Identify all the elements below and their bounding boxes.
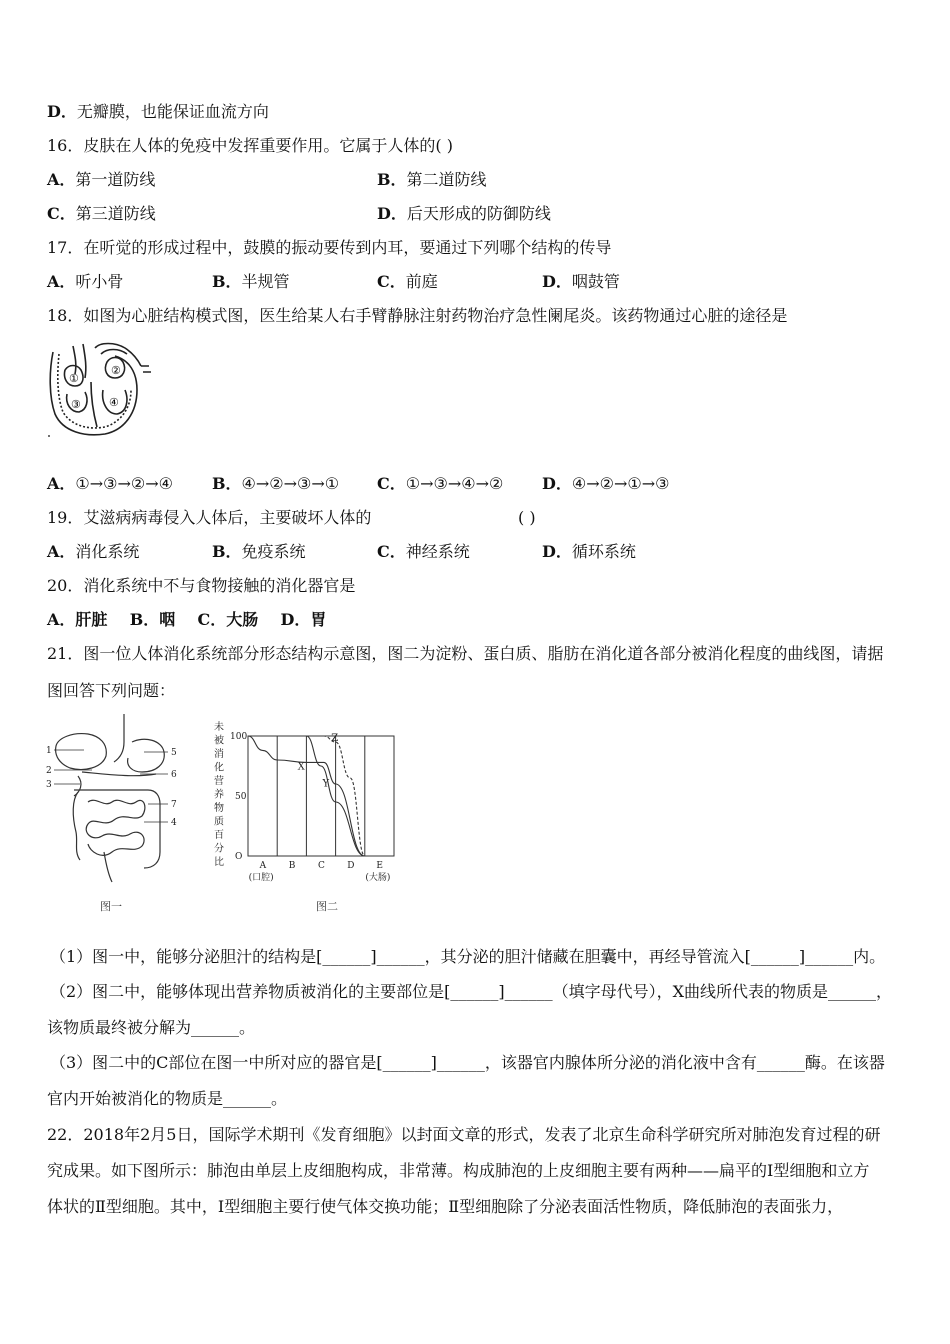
series-label-y: Y — [322, 778, 330, 790]
option-text: 循环系统 — [571, 542, 636, 561]
y-tick-label: O — [235, 852, 243, 862]
q16-option-b — [377, 170, 487, 190]
q15-option-d — [47, 102, 269, 122]
fig1-label-5: 5 — [171, 748, 177, 758]
option-text: 咽鼓管 — [571, 272, 620, 291]
liver — [56, 734, 107, 770]
y-axis-label-char: 消 — [214, 749, 224, 760]
option-label: D． — [47, 102, 77, 121]
x-tick-label: E — [376, 861, 383, 871]
q21-stem-line1: 21．图一位人体消化系统部分形态结构示意图，图二为淀粉、蛋白质、脂肪在消化道各部分被消化程度的曲线图，请据 — [47, 644, 884, 663]
x-tick-label: A — [259, 861, 267, 871]
septum — [91, 382, 97, 427]
option-label: D． — [542, 542, 572, 561]
q17-option-d — [542, 272, 620, 292]
q21-sub3-line2: 官内开始被消化的物质是______。 — [47, 1089, 288, 1108]
q17-option-a — [47, 272, 123, 292]
y-axis-label-char: 物 — [214, 803, 224, 814]
x-sub-label-right: (大肠) — [365, 873, 391, 883]
y-axis-label-char: 养 — [214, 789, 224, 801]
y-axis-label-char: 分 — [214, 843, 224, 855]
option-text: 前庭 — [405, 272, 438, 291]
option-text: 消化系统 — [75, 542, 140, 561]
heart-label-2: ② — [111, 364, 121, 377]
y-axis-label-char: 化 — [214, 762, 224, 774]
x-tick-label: C — [318, 861, 325, 871]
option-label: A． — [47, 542, 76, 561]
q17-option-c — [377, 272, 438, 292]
option-label: D． — [542, 272, 572, 291]
option-text: 神经系统 — [405, 542, 470, 561]
option-label: B． — [377, 170, 407, 189]
x-tick-label: D — [347, 861, 355, 871]
q18-option-c — [377, 474, 503, 494]
heart-diagram — [45, 342, 157, 440]
y-axis-label-char: 被 — [214, 735, 224, 747]
fig2-caption: 图二 — [316, 900, 338, 913]
option-text: 后天形成的防御防线 — [406, 204, 551, 223]
q20-stem: 20．消化系统中不与食物接触的消化器官是 — [47, 576, 356, 595]
option-label: C． — [377, 542, 406, 561]
q22-line3: 体状的Ⅱ型细胞。其中，Ⅰ型细胞主要行使气体交换功能；Ⅱ型细胞除了分泌表面活性物质，降低肺泡的表面张力， — [47, 1197, 844, 1216]
q16-stem: 16．皮肤在人体的免疫中发挥重要作用。它属于人体的( ) — [47, 136, 453, 155]
option-text: 第三道防线 — [75, 204, 156, 223]
q20-options: A．肝脏 B．咽 C．大肠 D．胃 — [47, 610, 327, 629]
q16-option-d — [377, 204, 551, 224]
fig1-label-1: 1 — [46, 746, 52, 756]
option-text: 听小骨 — [75, 272, 124, 291]
q18-stem: 18．如图为心脏结构模式图，医生给某人右手臂静脉注射药物治疗急性阑尾炎。该药物通过心脏的途径是 — [47, 306, 788, 325]
option-text: 第一道防线 — [75, 170, 156, 189]
option-label: C． — [47, 204, 76, 223]
option-label: A． — [47, 474, 76, 493]
vena-cava — [73, 346, 76, 374]
q22-line1: 22．2018年2月5日，国际学术期刊《发育细胞》以封面文章的形式，发表了北京生命科学研究所对肺泡发育过程的研 — [47, 1125, 881, 1144]
fig1-label-3: 3 — [46, 780, 52, 790]
stomach — [128, 739, 165, 772]
option-label: A． — [47, 170, 76, 189]
chart-frame — [248, 736, 394, 856]
option-text: 半规管 — [241, 272, 290, 291]
q18-option-b — [212, 474, 339, 494]
q19-bracket: ( ) — [518, 508, 536, 527]
q19-option-a — [47, 542, 139, 562]
large-intestine — [74, 790, 160, 868]
q17-stem: 17．在听觉的形成过程中，鼓膜的振动要传到内耳，要通过下列哪个结构的传导 — [47, 238, 612, 257]
option-text: 无瓣膜，也能保证血流方向 — [76, 102, 269, 121]
option-text: ①→③→②→④ — [75, 474, 174, 493]
heart-label-4: ④ — [109, 396, 119, 409]
q21-sub1: （1）图一中，能够分泌胆汁的结构是[______]______，其分泌的胆汁储藏在胆囊中，再经导管流入[______]______内。 — [50, 947, 886, 966]
option-label: B． — [212, 474, 242, 493]
heart-label-1: ① — [69, 372, 79, 385]
y-axis-label-char: 质 — [214, 816, 224, 828]
small-intestine — [86, 800, 145, 855]
q21-sub2-line2: 该物质最终被分解为______。 — [47, 1018, 256, 1037]
fig1-label-6: 6 — [171, 770, 177, 780]
q22-line2: 究成果。如下图所示：肺泡由单层上皮细胞构成，非常薄。构成肺泡的上皮细胞主要有两种——扁平的Ⅰ型细胞和立方 — [47, 1161, 870, 1180]
option-text: ④→②→③→① — [241, 474, 340, 493]
y-axis-label-char: 未 — [214, 722, 224, 733]
digestion-chart — [208, 716, 418, 892]
digestive-system-diagram — [44, 712, 184, 892]
x-tick-label: B — [288, 861, 296, 871]
option-text: ①→③→④→② — [405, 474, 504, 493]
option-label: C． — [377, 272, 406, 291]
y-axis-label-char: 百 — [214, 830, 224, 841]
option-label: C． — [377, 474, 406, 493]
q18-option-a — [47, 474, 173, 494]
q21-sub2-line1: （2）图二中，能够体现出营养物质被消化的主要部位是[______]______（填字母代号），X曲线所代表的物质是______， — [50, 982, 893, 1001]
fig1-label-7: 7 — [171, 800, 177, 810]
y-axis-label-char: 比 — [214, 857, 224, 868]
option-label: B． — [212, 272, 242, 291]
option-label: D． — [377, 204, 407, 223]
y-tick-label: 50 — [235, 792, 247, 802]
heart-label-3: ③ — [71, 398, 81, 411]
fig1-caption: 图一 — [100, 900, 122, 913]
option-text: 第二道防线 — [406, 170, 487, 189]
y-axis-label-char: 营 — [214, 776, 224, 787]
q19-option-b — [212, 542, 306, 562]
esophagus — [114, 714, 124, 762]
option-label: B． — [212, 542, 242, 561]
q18-option-d — [542, 474, 669, 494]
q21-sub3-line1: （3）图二中的C部位在图一中所对应的器官是[______]______，该器官内腺体所分泌的消化液中含有______酶。在该器 — [50, 1053, 885, 1072]
q19-option-c — [377, 542, 470, 562]
q16-option-c — [47, 204, 156, 224]
aorta-arch — [95, 344, 141, 367]
q17-option-b — [212, 272, 290, 292]
q19-stem: 19．艾滋病病毒侵入人体后，主要破坏人体的 — [47, 508, 372, 527]
q16-option-a — [47, 170, 155, 190]
option-text: 免疫系统 — [241, 542, 306, 561]
fig1-label-2: 2 — [46, 766, 52, 776]
option-label: D． — [542, 474, 572, 493]
q19-option-d — [542, 542, 636, 562]
q21-stem-line2: 图回答下列问题： — [47, 681, 176, 700]
rectum — [104, 852, 112, 882]
option-text: ④→②→①→③ — [571, 474, 670, 493]
fig1-label-4: 4 — [171, 818, 177, 828]
series-label-z: Z — [331, 732, 339, 744]
x-sub-label-left: (口腔) — [248, 873, 274, 883]
option-label: A． — [47, 272, 76, 291]
series-label-x: X — [297, 761, 305, 773]
y-tick-label: 100 — [230, 732, 248, 742]
